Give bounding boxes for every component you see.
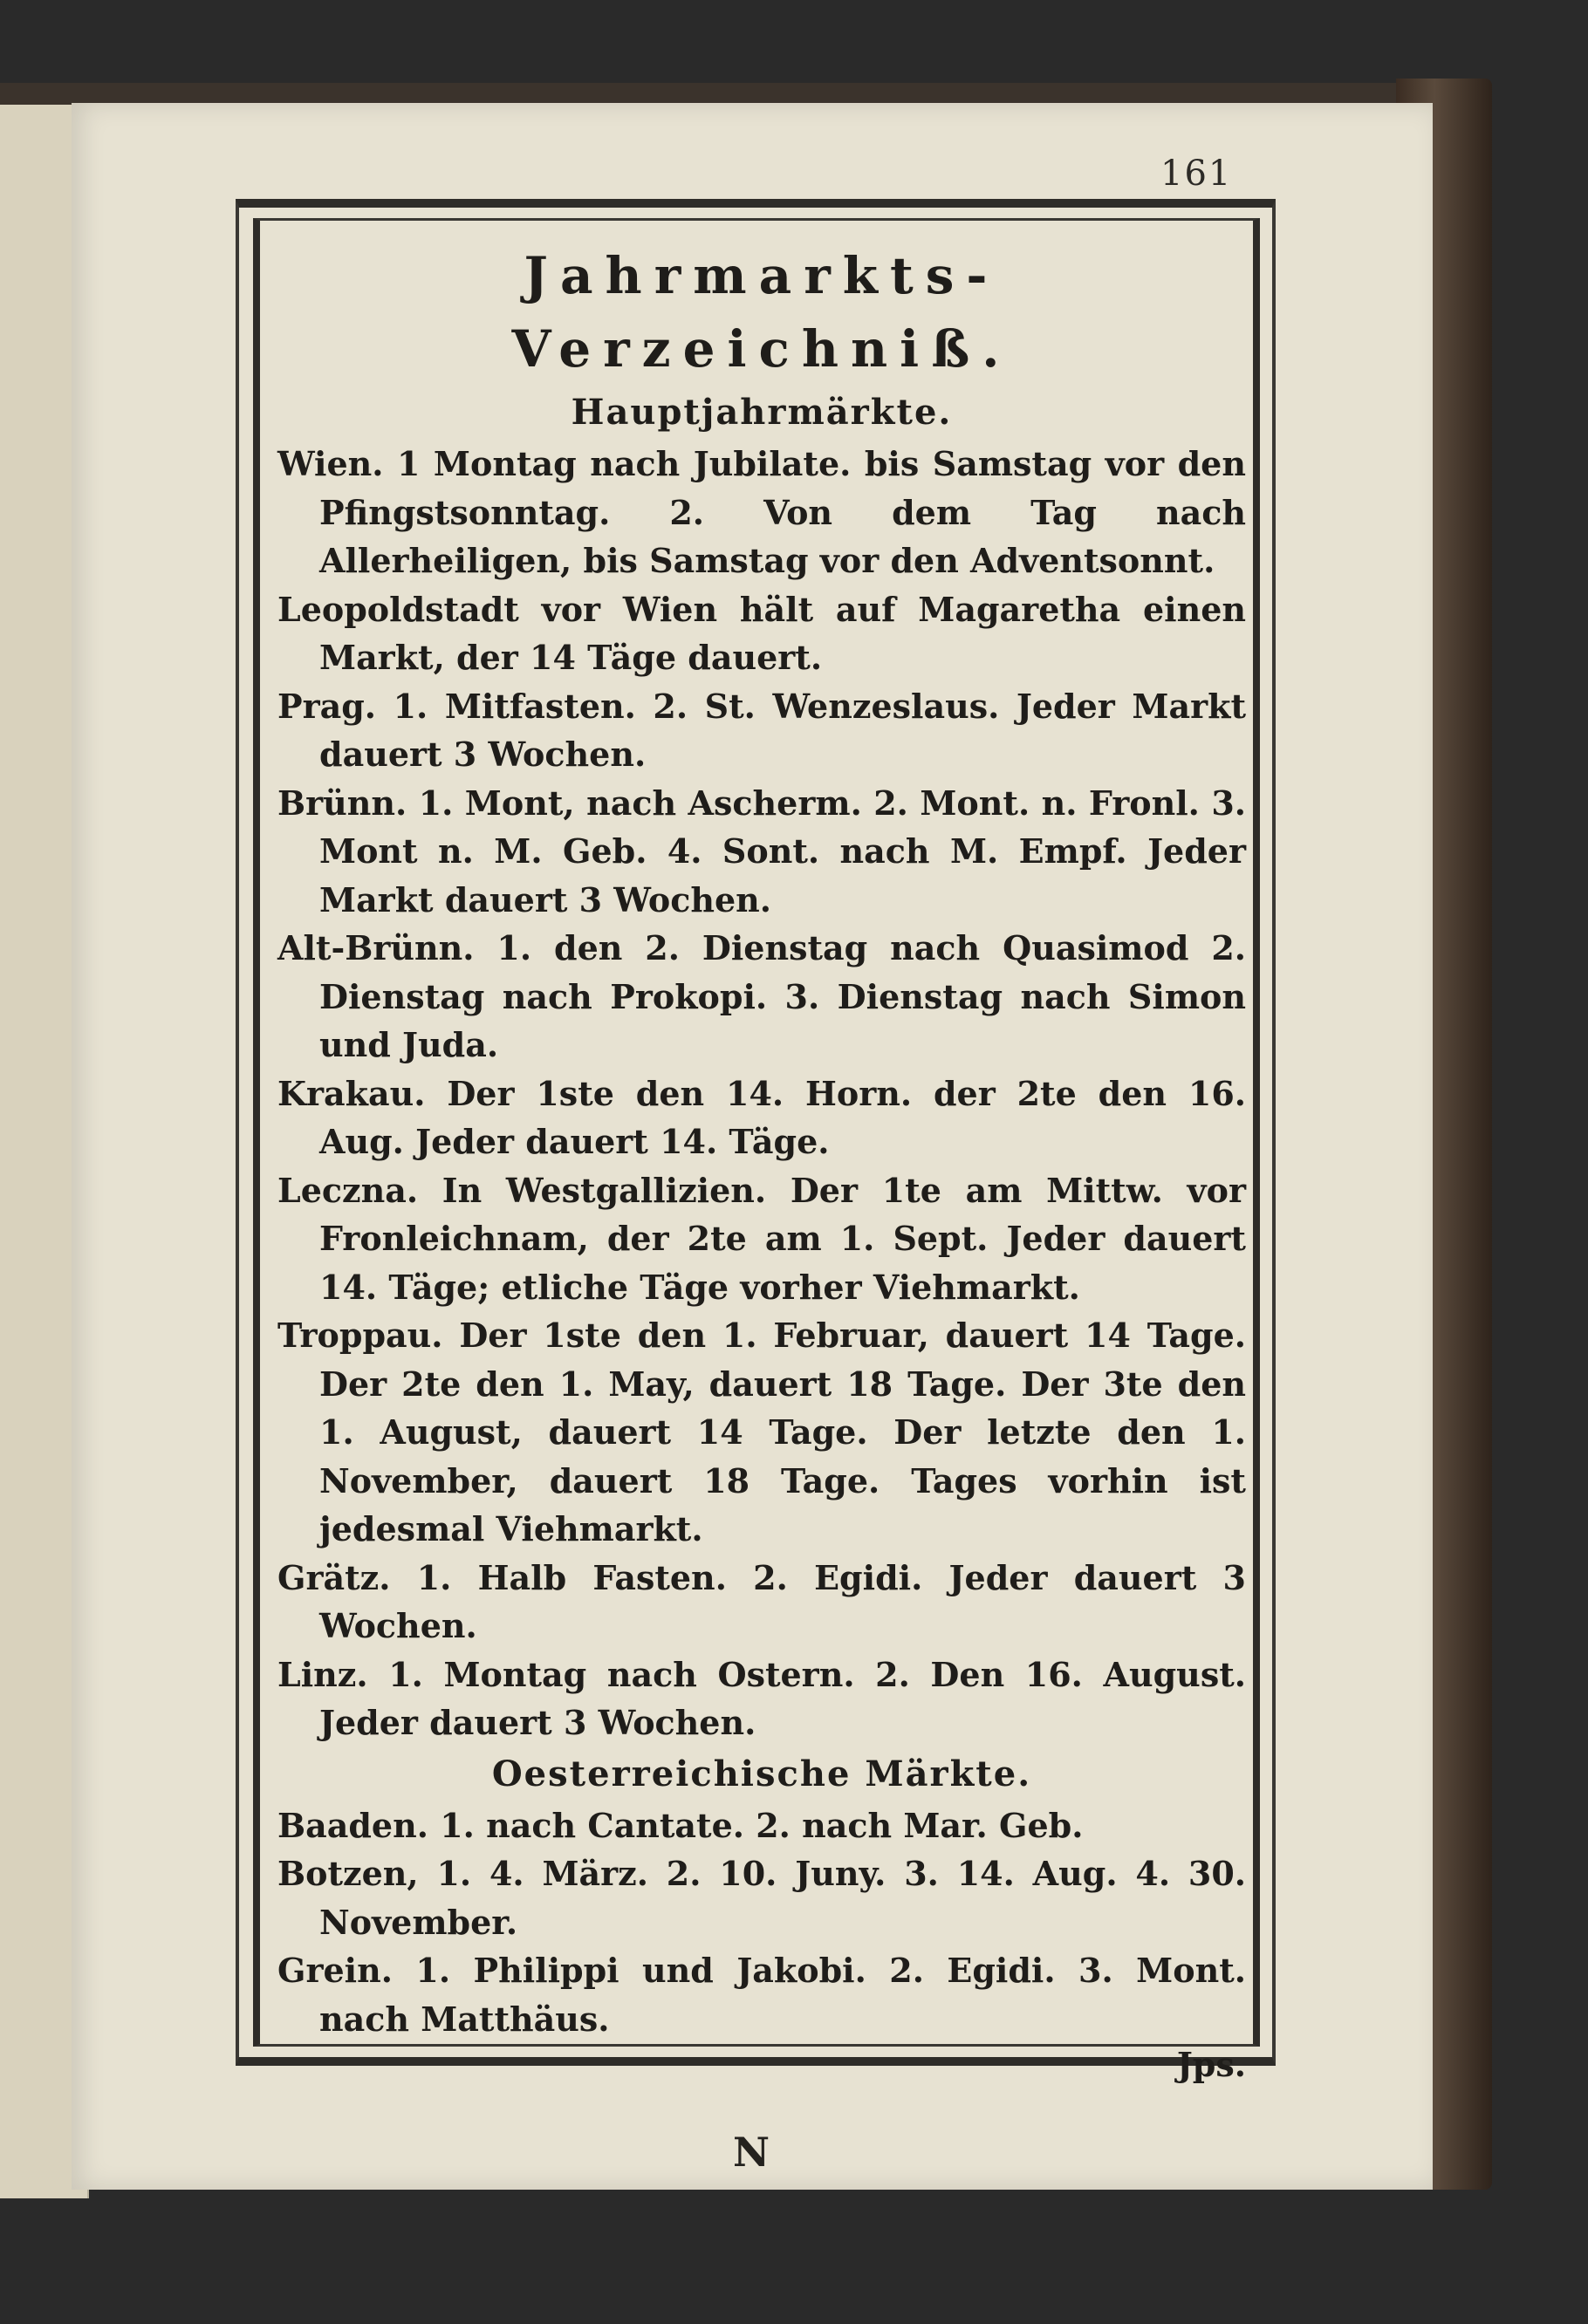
page-number: 161 [1160,154,1233,194]
market-entry: Baaden. 1. nach Cantate. 2. nach Mar. Geb. [277,1805,1084,1845]
market-entry: Leczna. In Westgallizien. Der 1te am Mittw. vor Fronleichnam, der 2te am 1. Sept. Jeder dauert 14. Täge; etliche Täge vorher Viehmarkt. [277,1170,1246,1307]
market-entry: Troppau. Der 1ste den 1. Februar, dauert 14 Tage. Der 2te den 1. May, dauert 18 Tage. Der 3te den 1. August, dauert 14 Tage. Der letzte den 1. November, dauert 18 Tage. Tages vorhin ist jedesmal Viehmarkt. [277,1316,1246,1548]
market-entry: Leopoldstadt vor Wien hält auf Magaretha einen Markt, der 14 Täge dauert. [277,589,1246,677]
market-entry: Alt-Brünn. 1. den 2. Dienstag nach Quasimod 2. Dienstag nach Prokopi. 3. Dienstag nach Simon und Juda. [277,928,1246,1064]
market-entry: Grein. 1. Philippi und Jakobi. 2. Egidi. 3. Mont. nach Matthäus. [277,1951,1246,2039]
catchword: Jps. [1176,2045,1246,2084]
gathering-signature: N [733,2129,770,2176]
market-entry: Linz. 1. Montag nach Ostern. 2. Den 16. August. Jeder dauert 3 Wochen. [277,1654,1246,1742]
market-entry: Prag. 1. Mitfasten. 2. St. Wenzeslaus. Jeder Markt dauert 3 Wochen. [277,686,1246,774]
market-entry: Grätz. 1. Halb Fasten. 2. Egidi. Jeder dauert 3 Wochen. [277,1557,1246,1645]
market-entry: Brünn. 1. Mont, nach Ascherm. 2. Mont. n. Fronl. 3. Mont n. M. Geb. 4. Sont. nach M. Empf. Jeder Markt dauert 3 Wochen. [277,783,1246,919]
market-entry: Wien. 1 Montag nach Jubilate. bis Samstag vor den Pfingstsonntag. 2. Von dem Tag nach Allerheiligen, bis Samstag vor den Adventsonnt. [277,444,1246,580]
page-content [277,234,1246,2084]
section-heading-main-markets: Hauptjahrmärkte. [571,392,953,433]
page-title: Jahrmarkts-Verzeichniß. [511,246,1012,379]
section-heading-austrian-markets: Oesterreichische Märkte. [491,1753,1032,1794]
market-entry: Krakau. Der 1ste den 14. Horn. der 2te den 16. Aug. Jeder dauert 14. Täge. [277,1073,1246,1161]
market-entry: Botzen, 1. 4. März. 2. 10. Juny. 3. 14. Aug. 4. 30. November. [277,1854,1246,1942]
